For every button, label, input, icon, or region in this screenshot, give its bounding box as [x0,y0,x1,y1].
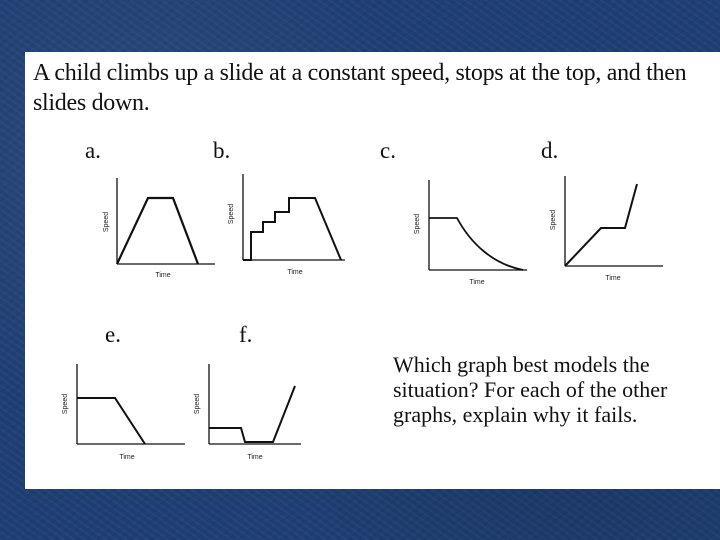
graph-c [405,174,535,286]
graph-a [93,170,223,282]
graph-c-x-label: Time [469,279,485,286]
graph-label-d: d. [541,138,559,163]
graph-f-x-label: Time [247,454,263,461]
graph-d [543,170,673,282]
graph-f-y-label: Speed [194,393,201,415]
graph-f [183,358,313,470]
graph-c-y-label: Speed [414,213,421,235]
question-text: Which graph best models the situation? For each of the other graphs, explain why it fails. [393,352,668,427]
graph-label-f: f. [239,322,253,347]
graph-label-b: b. [213,138,231,163]
graph-d-y-label: Speed [550,209,557,231]
problem-statement: A child climbs up a slide at a constant speed, stops at the top, and then slides down. [33,60,687,116]
graph-e-y-label: Speed [62,393,69,415]
slide-content [25,52,720,489]
graph-e [51,358,191,470]
graph-a-x-label: Time [155,272,171,279]
graph-a-y-label: Speed [103,211,110,233]
graph-label-c: c. [380,138,396,163]
graph-b-x-label: Time [287,269,303,276]
graph-label-e: e. [105,322,121,347]
graph-e-x-label: Time [119,454,135,461]
graph-d-x-label: Time [605,275,621,282]
graph-b-y-label: Speed [228,203,235,225]
graph-label-a: a. [85,138,101,163]
graph-b [217,170,347,282]
